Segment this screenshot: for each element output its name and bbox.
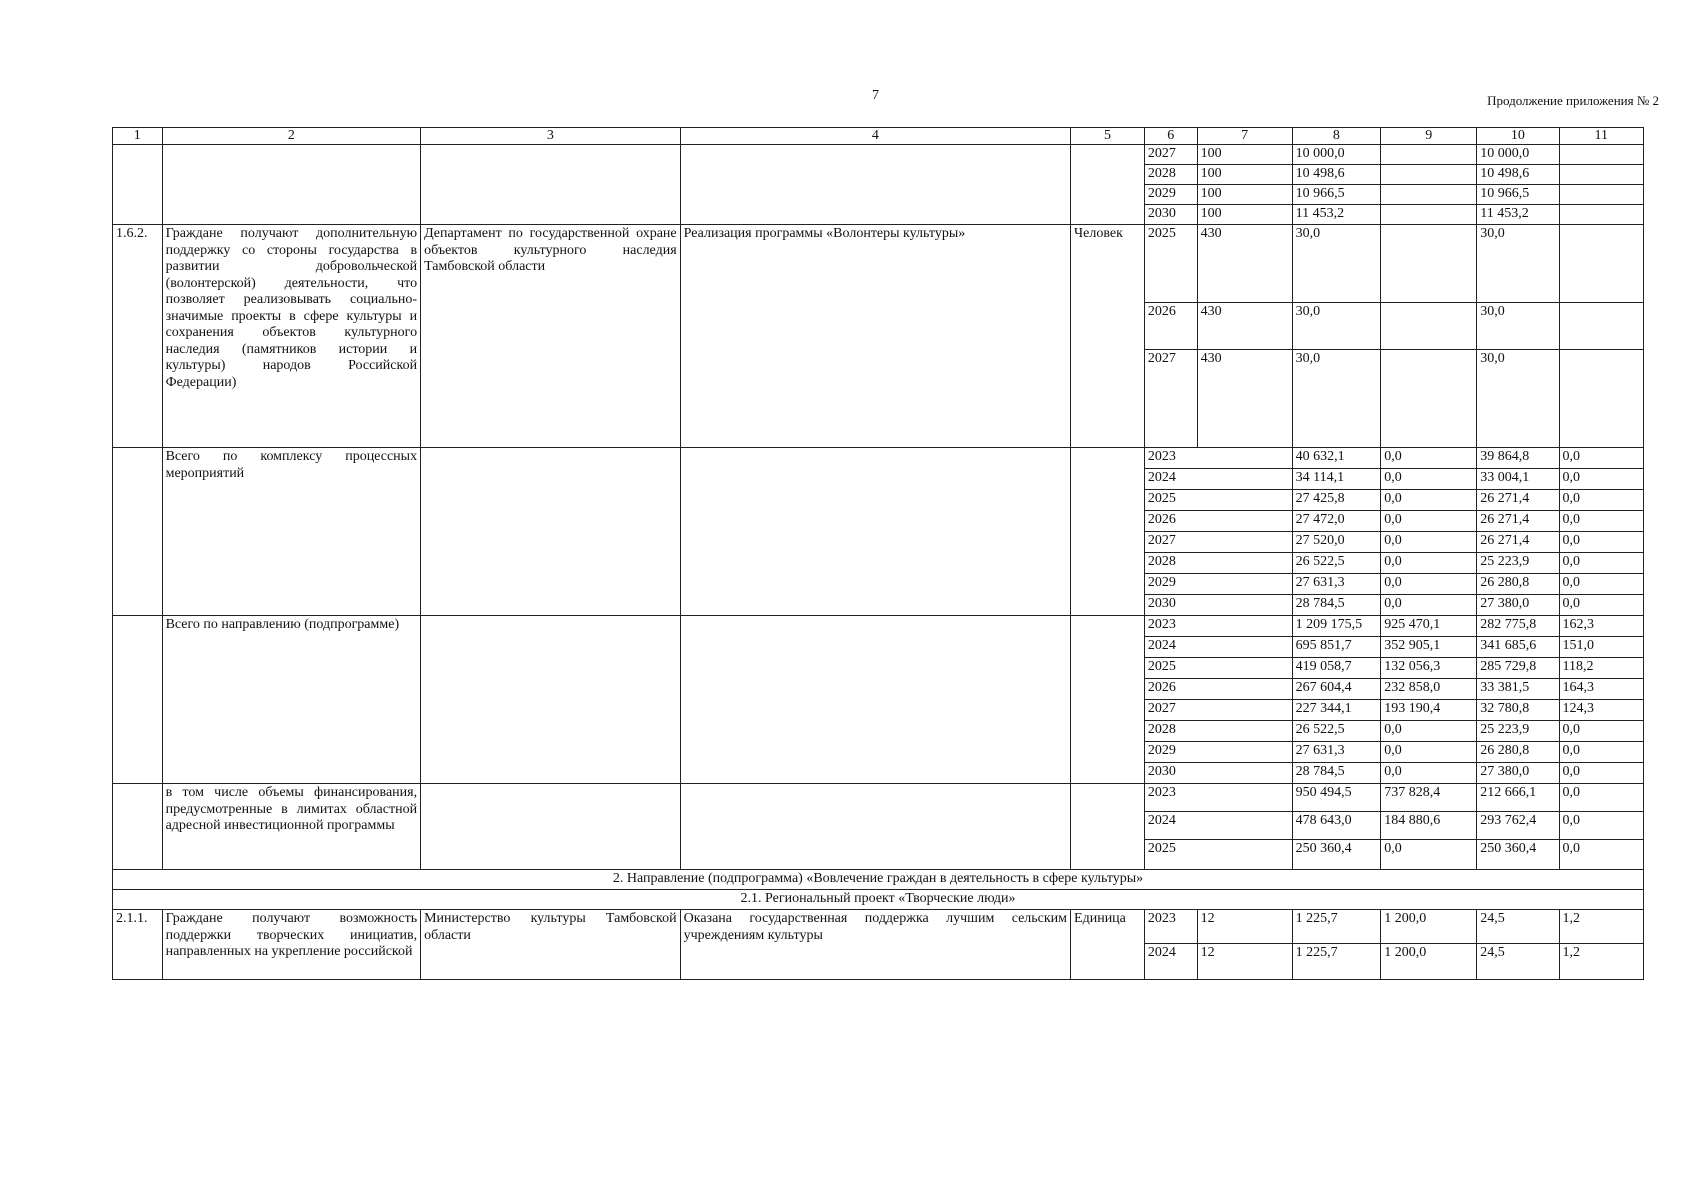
table-row [113, 910, 1644, 944]
section-2-1-title: 2.1. Региональный проект «Творческие люди» [113, 890, 1644, 910]
value-cell: 0,0 [1559, 742, 1643, 763]
year-cell: 2030 [1144, 595, 1292, 616]
year-cell: 2024 [1144, 944, 1197, 980]
year-cell: 2029 [1144, 742, 1292, 763]
value-cell: 164,3 [1559, 679, 1643, 700]
value-cell: 0,0 [1559, 490, 1643, 511]
year-cell: 2023 [1144, 616, 1292, 637]
value-cell: 12 [1197, 910, 1292, 944]
total-complex-label: Всего по комплексу процессных мероприятий [162, 448, 421, 616]
value-cell: 100 [1197, 165, 1292, 185]
task-description: Граждане получают возможность поддержки творческих инициатив, направленных на укрепление российской [162, 910, 421, 980]
value-cell: 10 966,5 [1292, 185, 1381, 205]
value-cell: 419 058,7 [1292, 658, 1381, 679]
value-cell [1559, 185, 1643, 205]
empty-cell [680, 616, 1070, 784]
value-cell: 0,0 [1559, 532, 1643, 553]
value-cell: 25 223,9 [1477, 721, 1559, 742]
year-cell: 2025 [1144, 840, 1292, 870]
item-number: 1.6.2. [113, 225, 163, 448]
value-cell: 0,0 [1559, 448, 1643, 469]
value-cell [1381, 350, 1477, 448]
value-cell: 33 004,1 [1477, 469, 1559, 490]
section-row [113, 870, 1644, 890]
value-cell: 32 780,8 [1477, 700, 1559, 721]
value-cell: 0,0 [1381, 763, 1477, 784]
empty-cell [1071, 448, 1145, 616]
year-cell: 2030 [1144, 205, 1197, 225]
year-cell: 2026 [1144, 679, 1292, 700]
empty-cell [113, 145, 163, 225]
result-description: Оказана государственная поддержка лучшим сельским учреждениям культуры [680, 910, 1070, 980]
result-description: Реализация программы «Волонтеры культуры» [680, 225, 1070, 448]
value-cell [1559, 205, 1643, 225]
value-cell: 27 520,0 [1292, 532, 1381, 553]
year-cell: 2023 [1144, 448, 1292, 469]
value-cell: 27 631,3 [1292, 742, 1381, 763]
value-cell: 10 966,5 [1477, 185, 1559, 205]
empty-cell [421, 784, 681, 870]
value-cell: 285 729,8 [1477, 658, 1559, 679]
value-cell: 0,0 [1559, 721, 1643, 742]
continuation-label: Продолжение приложения № 2 [1487, 93, 1659, 108]
value-cell: 30,0 [1292, 303, 1381, 350]
value-cell: 0,0 [1381, 742, 1477, 763]
value-cell: 352 905,1 [1381, 637, 1477, 658]
value-cell [1381, 145, 1477, 165]
empty-cell [680, 784, 1070, 870]
table-row [113, 145, 1644, 165]
value-cell [1559, 225, 1643, 303]
value-cell: 10 000,0 [1292, 145, 1381, 165]
value-cell: 100 [1197, 205, 1292, 225]
value-cell: 0,0 [1381, 511, 1477, 532]
column-header: 4 [680, 128, 1070, 145]
year-cell: 2024 [1144, 812, 1292, 840]
value-cell [1381, 205, 1477, 225]
value-cell: 212 666,1 [1477, 784, 1559, 812]
value-cell: 27 380,0 [1477, 763, 1559, 784]
value-cell: 430 [1197, 303, 1292, 350]
value-cell: 11 453,2 [1477, 205, 1559, 225]
value-cell: 100 [1197, 185, 1292, 205]
value-cell: 0,0 [1559, 574, 1643, 595]
value-cell: 26 280,8 [1477, 574, 1559, 595]
year-cell: 2025 [1144, 658, 1292, 679]
column-header: 8 [1292, 128, 1381, 145]
empty-cell [680, 448, 1070, 616]
year-cell: 2030 [1144, 763, 1292, 784]
unit-of-measure: Единица [1071, 910, 1145, 980]
investment-program-label: в том числе объемы финансирования, предусмотренные в лимитах областной адресной инвестиционной программы [162, 784, 421, 870]
value-cell: 40 632,1 [1292, 448, 1381, 469]
value-cell: 124,3 [1559, 700, 1643, 721]
empty-cell [162, 145, 421, 225]
year-cell: 2026 [1144, 511, 1292, 532]
value-cell: 39 864,8 [1477, 448, 1559, 469]
empty-cell [421, 616, 681, 784]
year-cell: 2025 [1144, 225, 1197, 303]
value-cell: 737 828,4 [1381, 784, 1477, 812]
value-cell: 1 225,7 [1292, 910, 1381, 944]
value-cell: 0,0 [1559, 511, 1643, 532]
value-cell: 227 344,1 [1292, 700, 1381, 721]
value-cell [1559, 145, 1643, 165]
column-header: 3 [421, 128, 681, 145]
value-cell: 151,0 [1559, 637, 1643, 658]
year-cell: 2027 [1144, 700, 1292, 721]
value-cell: 26 271,4 [1477, 511, 1559, 532]
value-cell: 430 [1197, 225, 1292, 303]
column-header: 5 [1071, 128, 1145, 145]
value-cell: 10 498,6 [1477, 165, 1559, 185]
value-cell: 250 360,4 [1292, 840, 1381, 870]
item-number: 2.1.1. [113, 910, 163, 980]
value-cell: 1,2 [1559, 910, 1643, 944]
value-cell: 0,0 [1559, 784, 1643, 812]
empty-cell [680, 145, 1070, 225]
value-cell: 0,0 [1381, 840, 1477, 870]
value-cell: 27 425,8 [1292, 490, 1381, 511]
value-cell [1381, 165, 1477, 185]
budget-table-sheet [112, 127, 1644, 980]
responsible-executor: Департамент по государственной охране объектов культурного наследия Тамбовской области [421, 225, 681, 448]
table-row [113, 616, 1644, 637]
year-cell: 2027 [1144, 145, 1197, 165]
column-header: 7 [1197, 128, 1292, 145]
value-cell: 28 784,5 [1292, 595, 1381, 616]
value-cell: 0,0 [1381, 574, 1477, 595]
year-cell: 2026 [1144, 303, 1197, 350]
empty-cell [113, 784, 163, 870]
value-cell [1559, 350, 1643, 448]
value-cell: 0,0 [1559, 469, 1643, 490]
value-cell: 0,0 [1381, 532, 1477, 553]
value-cell: 26 271,4 [1477, 532, 1559, 553]
value-cell: 184 880,6 [1381, 812, 1477, 840]
value-cell: 0,0 [1559, 595, 1643, 616]
value-cell [1559, 165, 1643, 185]
empty-cell [113, 616, 163, 784]
budget-table [112, 127, 1644, 980]
year-cell: 2023 [1144, 784, 1292, 812]
value-cell: 30,0 [1292, 225, 1381, 303]
value-cell: 0,0 [1559, 812, 1643, 840]
value-cell: 24,5 [1477, 910, 1559, 944]
empty-cell [1071, 784, 1145, 870]
value-cell: 33 381,5 [1477, 679, 1559, 700]
section-2-title: 2. Направление (подпрограмма) «Вовлечение граждан в деятельность в сфере культуры» [113, 870, 1644, 890]
value-cell: 250 360,4 [1477, 840, 1559, 870]
value-cell: 0,0 [1381, 721, 1477, 742]
value-cell: 27 380,0 [1477, 595, 1559, 616]
value-cell: 26 522,5 [1292, 553, 1381, 574]
value-cell: 1 225,7 [1292, 944, 1381, 980]
column-header: 10 [1477, 128, 1559, 145]
value-cell: 0,0 [1381, 448, 1477, 469]
value-cell: 162,3 [1559, 616, 1643, 637]
value-cell: 27 472,0 [1292, 511, 1381, 532]
table-row [113, 225, 1644, 303]
unit-of-measure: Человек [1071, 225, 1145, 448]
year-cell: 2024 [1144, 469, 1292, 490]
year-cell: 2027 [1144, 350, 1197, 448]
value-cell: 100 [1197, 145, 1292, 165]
year-cell: 2028 [1144, 553, 1292, 574]
value-cell: 26 271,4 [1477, 490, 1559, 511]
value-cell [1381, 225, 1477, 303]
value-cell: 0,0 [1381, 490, 1477, 511]
section-row [113, 890, 1644, 910]
value-cell: 341 685,6 [1477, 637, 1559, 658]
value-cell: 1 200,0 [1381, 944, 1477, 980]
value-cell: 0,0 [1381, 595, 1477, 616]
value-cell: 0,0 [1559, 840, 1643, 870]
empty-cell [1071, 616, 1145, 784]
value-cell: 0,0 [1381, 469, 1477, 490]
value-cell [1381, 185, 1477, 205]
value-cell: 30,0 [1292, 350, 1381, 448]
column-header-row [113, 128, 1644, 145]
value-cell: 24,5 [1477, 944, 1559, 980]
value-cell: 0,0 [1381, 553, 1477, 574]
value-cell: 34 114,1 [1292, 469, 1381, 490]
year-cell: 2029 [1144, 185, 1197, 205]
year-cell: 2028 [1144, 165, 1197, 185]
value-cell: 282 775,8 [1477, 616, 1559, 637]
value-cell: 10 498,6 [1292, 165, 1381, 185]
value-cell: 232 858,0 [1381, 679, 1477, 700]
year-cell: 2023 [1144, 910, 1197, 944]
year-cell: 2029 [1144, 574, 1292, 595]
year-cell: 2028 [1144, 721, 1292, 742]
total-direction-label: Всего по направлению (подпрограмме) [162, 616, 421, 784]
value-cell: 25 223,9 [1477, 553, 1559, 574]
value-cell: 293 762,4 [1477, 812, 1559, 840]
table-row [113, 784, 1644, 812]
year-cell: 2027 [1144, 532, 1292, 553]
value-cell: 950 494,5 [1292, 784, 1381, 812]
empty-cell [1071, 145, 1145, 225]
column-header: 9 [1381, 128, 1477, 145]
value-cell [1559, 303, 1643, 350]
empty-cell [421, 448, 681, 616]
value-cell: 11 453,2 [1292, 205, 1381, 225]
table-row [113, 448, 1644, 469]
value-cell: 26 280,8 [1477, 742, 1559, 763]
value-cell: 1,2 [1559, 944, 1643, 980]
page-number: 7 [872, 88, 879, 103]
column-header: 1 [113, 128, 163, 145]
year-cell: 2025 [1144, 490, 1292, 511]
year-cell: 2024 [1144, 637, 1292, 658]
value-cell: 30,0 [1477, 303, 1559, 350]
value-cell: 1 200,0 [1381, 910, 1477, 944]
value-cell: 30,0 [1477, 350, 1559, 448]
column-header: 11 [1559, 128, 1643, 145]
empty-cell [421, 145, 681, 225]
empty-cell [113, 448, 163, 616]
column-header: 6 [1144, 128, 1197, 145]
value-cell: 430 [1197, 350, 1292, 448]
value-cell: 0,0 [1559, 763, 1643, 784]
value-cell: 118,2 [1559, 658, 1643, 679]
value-cell: 10 000,0 [1477, 145, 1559, 165]
value-cell: 0,0 [1559, 553, 1643, 574]
value-cell: 695 851,7 [1292, 637, 1381, 658]
value-cell: 193 190,4 [1381, 700, 1477, 721]
value-cell: 28 784,5 [1292, 763, 1381, 784]
value-cell: 12 [1197, 944, 1292, 980]
task-description: Граждане получают дополнительную поддержку со стороны государства в развитии добровольческой (волонтерской) деятельности, что позволяет реализовывать социально-значимые проекты в сфере культуры и сохранения объектов культурного наследия (памятников истории и культуры) народов Российской Федерации) [162, 225, 421, 448]
value-cell: 478 643,0 [1292, 812, 1381, 840]
value-cell: 267 604,4 [1292, 679, 1381, 700]
value-cell: 27 631,3 [1292, 574, 1381, 595]
value-cell: 30,0 [1477, 225, 1559, 303]
value-cell: 26 522,5 [1292, 721, 1381, 742]
responsible-executor: Министерство культуры Тамбовской области [421, 910, 681, 980]
value-cell [1381, 303, 1477, 350]
value-cell: 1 209 175,5 [1292, 616, 1381, 637]
value-cell: 925 470,1 [1381, 616, 1477, 637]
column-header: 2 [162, 128, 421, 145]
value-cell: 132 056,3 [1381, 658, 1477, 679]
